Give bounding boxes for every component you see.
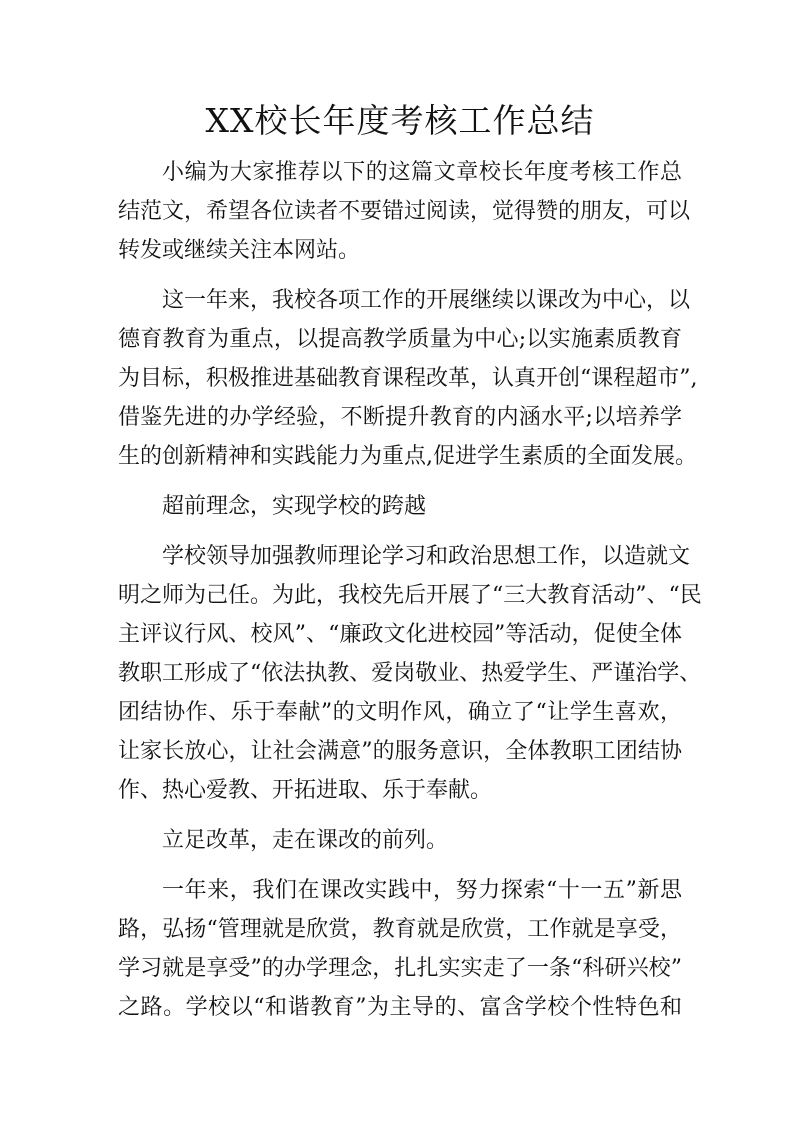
- body-line: 一年来，我们在课改实践中，努力探索“十一五”新思: [162, 878, 682, 903]
- body-line: 团结协作、乐于奉献”的文明作风，确立了“让学生喜欢，: [118, 700, 682, 725]
- body-line: 学校领导加强教师理论学习和政治思想工作，以造就文: [162, 544, 691, 569]
- section-heading: 超前理念，实现学校的跨越: [162, 494, 427, 519]
- body-line: 作、热心爱教、开拓进取、乐于奉献。: [118, 778, 493, 803]
- body-line: 学习就是享受”的办学理念，扎扎实实走了一条“科研兴校”: [118, 956, 682, 981]
- section-heading: 立足改革，走在课改的前列。: [162, 828, 449, 853]
- body-line: 为目标，积极推进基础教育课程改革，认真开创“课程超市”,: [118, 366, 698, 391]
- body-line: 小编为大家推荐以下的这篇文章校长年度考核工作总: [162, 160, 682, 185]
- document-title: XX校长年度考核工作总结: [205, 101, 595, 140]
- body-line: 之路。学校以“和谐教育”为主导的、富含学校个性特色和: [118, 995, 682, 1020]
- body-line: 教职工形成了“依法执教、爱岗敬业、热爱学生、严谨治学、: [118, 661, 702, 686]
- body-line: 明之师为己任。为此，我校先后开展了“三大教育活动”、“民: [118, 583, 702, 608]
- body-line: 生的创新精神和实践能力为重点,促进学生素质的全面发展。: [118, 444, 697, 469]
- body-line: 这一年来，我校各项工作的开展继续以课改为中心，以: [162, 288, 691, 313]
- body-line: 路，弘扬“管理就是欣赏，教育就是欣赏，工作就是享受，: [118, 917, 682, 942]
- body-line: 德育教育为重点，以提高教学质量为中心;以实施素质教育: [118, 327, 682, 352]
- body-line: 结范文，希望各位读者不要错过阅读，觉得赞的朋友，可以: [118, 199, 691, 224]
- body-line: 转发或继续关注本网站。: [118, 238, 361, 263]
- body-line: 让家长放心，让社会满意”的服务意识，全体教职工团结协: [118, 739, 682, 764]
- body-line: 借鉴先进的办学经验，不断提升教育的内涵水平;以培养学: [118, 405, 682, 430]
- body-line: 主评议行风、校风”、“廉政文化进校园”等活动，促使全体: [118, 622, 682, 647]
